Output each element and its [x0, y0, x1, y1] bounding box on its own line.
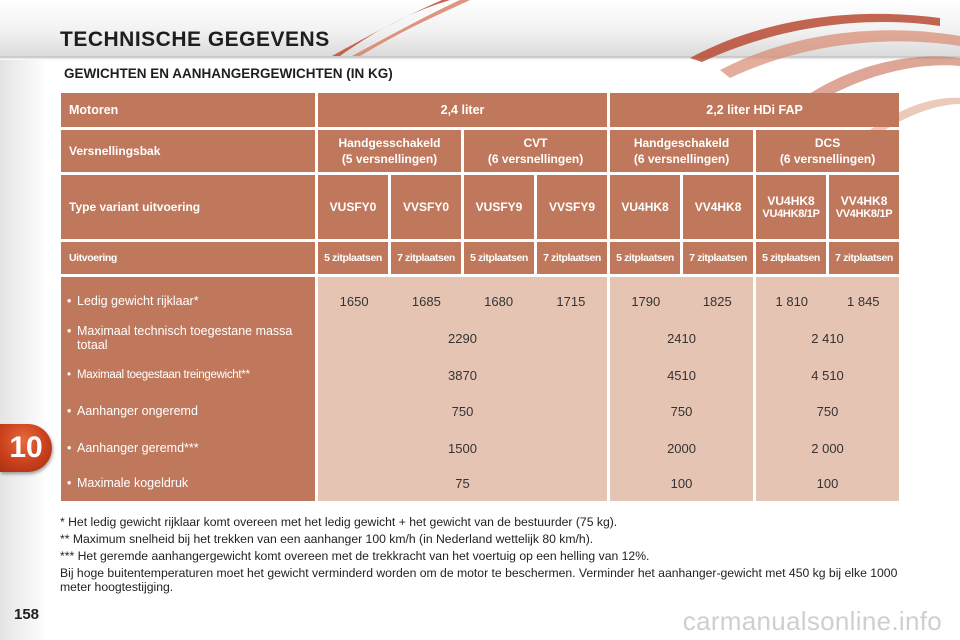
weight-label: • Maximaal technisch toegestane massa totaal	[67, 324, 307, 352]
engine-row	[61, 93, 899, 127]
type-cell: VVSFY0	[391, 175, 461, 239]
gearbox-cell: DCS (6 versnellingen)	[756, 130, 899, 172]
type-cell: VVSFY9	[537, 175, 607, 239]
value-cell: 4510	[667, 367, 696, 383]
version-cell: 5 zitplaatsen	[756, 242, 826, 274]
gearbox-cell: CVT (6 versnellingen)	[464, 130, 607, 172]
type-cell: VUSFY9	[464, 175, 534, 239]
value-cell: 1715	[556, 293, 586, 309]
section-title: GEWICHTEN EN AANHANGERGEWICHTEN (IN KG)	[64, 66, 393, 81]
value-cell: 750	[451, 403, 474, 419]
weight-label: • Maximaal toegestaan treingewicht**	[67, 368, 250, 382]
value-cell: 100	[670, 475, 693, 491]
footnotes	[60, 515, 906, 597]
type-row	[61, 175, 899, 239]
type-cell: VV4HK8 VV4HK8/1P	[829, 175, 899, 239]
values-row	[61, 277, 899, 501]
page-title: TECHNISCHE GEGEVENS	[60, 28, 330, 51]
footnote: Bij hoge buitentemperaturen moet het gewicht verminderd worden om de motor te beschermen. Verminder het aanhanger-gewicht met 450 kg bij elke 1000 meter hoogtestijging.	[60, 566, 898, 594]
type-cell: VU4HK8	[610, 175, 680, 239]
values-group-24l	[318, 277, 607, 501]
value-cell: 2 000	[811, 440, 844, 456]
page-margin-bar	[0, 60, 48, 640]
gearbox-row	[61, 130, 899, 172]
value-cell: 1650	[339, 293, 369, 309]
value-cell: 2410	[667, 330, 696, 346]
value-cell: 1500	[448, 440, 477, 456]
value-cell: 1825	[702, 293, 732, 309]
value-cell: 2 410	[811, 330, 844, 346]
value-cell: 750	[670, 403, 693, 419]
version-row	[61, 242, 899, 274]
value-cell: 3870	[448, 367, 477, 383]
value-cell: 2290	[448, 330, 477, 346]
value-cell: 1 810	[775, 293, 809, 309]
weight-label: • Aanhanger geremd***	[67, 441, 199, 455]
row-label-version: Uitvoering	[61, 242, 315, 274]
page-number: 158	[14, 606, 40, 623]
version-cell: 7 zitplaatsen	[829, 242, 899, 274]
version-cell: 5 zitplaatsen	[464, 242, 534, 274]
type-cell: VV4HK8	[683, 175, 753, 239]
weight-label: • Ledig gewicht rijklaar*	[67, 294, 199, 308]
value-cell: 75	[455, 475, 470, 491]
weight-label: • Maximale kogeldruk	[67, 476, 188, 490]
gearbox-cell: Handgesschakeld (5 versnellingen)	[318, 130, 461, 172]
version-cell: 5 zitplaatsen	[610, 242, 680, 274]
engine-cell: 2,2 liter HDi FAP	[610, 93, 899, 127]
version-cell: 5 zitplaatsen	[318, 242, 388, 274]
gearbox-cell: Handgeschakeld (6 versnellingen)	[610, 130, 753, 172]
value-cell: 1685	[411, 293, 441, 309]
weights-table	[58, 90, 902, 504]
value-cell: 100	[816, 475, 839, 491]
values-group-hdi-dcs	[756, 277, 899, 501]
row-label-type: Type variant uitvoering	[61, 175, 315, 239]
value-cell: 1 845	[847, 293, 880, 309]
version-cell: 7 zitplaatsen	[391, 242, 461, 274]
value-cell: 4 510	[811, 367, 844, 383]
version-cell: 7 zitplaatsen	[683, 242, 753, 274]
type-cell: VU4HK8 VU4HK8/1P	[756, 175, 826, 239]
row-label-gearbox: Versnellingsbak	[61, 130, 315, 172]
weight-label: • Aanhanger ongeremd	[67, 404, 198, 418]
value-cell: 1680	[484, 293, 514, 309]
engine-cell: 2,4 liter	[318, 93, 607, 127]
footnote: ** Maximum snelheid bij het trekken van een aanhanger 100 km/h (in Nederland wettelijk 80 km/h).	[60, 532, 594, 546]
values-group-hdi-manual	[610, 277, 753, 501]
footnote: *** Het geremde aanhangergewicht komt overeen met de trekkracht van het voertuig op een helling van 12%.	[60, 549, 650, 563]
weight-labels	[61, 277, 315, 501]
value-cell: 1790	[631, 293, 661, 309]
value-cell: 2000	[667, 440, 696, 456]
chapter-badge: 10	[0, 424, 52, 472]
watermark: carmanualsonline.info	[682, 606, 942, 636]
row-label-engine: Motoren	[61, 93, 315, 127]
footnote: * Het ledig gewicht rijklaar komt overeen met het ledig gewicht + het gewicht van de bestuurder (75 kg).	[60, 515, 618, 529]
type-cell: VUSFY0	[318, 175, 388, 239]
version-cell: 7 zitplaatsen	[537, 242, 607, 274]
value-cell: 750	[816, 403, 839, 419]
